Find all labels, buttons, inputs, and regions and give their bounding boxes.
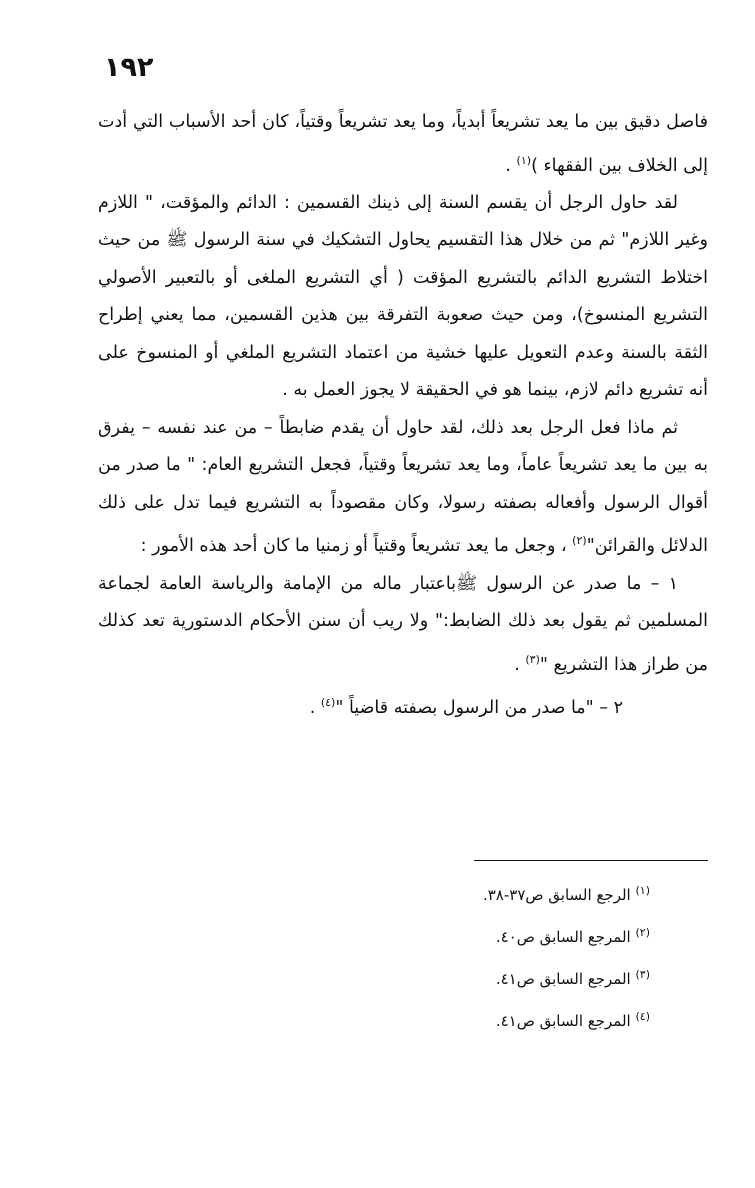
list-item-1: [98, 566, 708, 684]
paragraph-text: فاصل دقيق بين ما يعد تشريعاً أبدياً، وما يعد تشريعاً وقتياً، كان أحد الأسباب التي أدت إلى الخلاف بين الفقهاء ): [98, 112, 708, 176]
list-item-text: ١ – ما صدر عن الرسول ﷺباعتبار ماله من الإمامة والرياسة العامة لجماعة المسلمين ثم يقول بعد ذلك الضابط:" ولا ريب أن سنن الأحكام الدستورية تعد كذلك من طراز هذا التشريع ": [98, 573, 708, 675]
list-item-end: .: [309, 697, 321, 718]
footnote-text: المرجع السابق ص٤١.: [495, 1012, 636, 1030]
list-item-text: ٢ – "ما صدر من الرسول بصفته قاضياً ": [335, 697, 623, 718]
paragraph-end: ، وجعل ما يعد تشريعاً وقتياً أو زمنيا ما كان أحد هذه الأمور :: [140, 536, 573, 557]
footnote-mark: (١): [635, 884, 650, 897]
list-item-end: .: [514, 654, 526, 675]
footnote-ref: (١): [516, 153, 532, 167]
main-text: [98, 104, 708, 727]
list-item-2: [98, 684, 708, 727]
footnote-text: المرجع السابق ص٤٠.: [495, 928, 636, 946]
footnote-3: [98, 956, 708, 998]
page-number: ١٩٢: [104, 52, 154, 83]
footnote-mark: (٣): [635, 968, 650, 981]
paragraph-text: ثم ماذا فعل الرجل بعد ذلك، لقد حاول أن يقدم ضابطاً – من عند نفسه – يفرق به بين ما يعد تشريعاً عاماً، وما يعد تشريعاً وقتياً، فجعل التشريع العام: " ما صدر من أقوال الرسول وأفعاله بصفته رسولا، وكان مقصوداً به التشريع فيما تدل على ذلك الدلائل والقرائن": [98, 417, 708, 557]
footnote-ref: (٣): [525, 652, 540, 666]
paragraph-1: [98, 104, 708, 185]
footnote-mark: (٤): [635, 1010, 650, 1023]
footnote-text: المرجع السابق ص٤١.: [495, 970, 636, 988]
paragraph-3: [98, 410, 708, 566]
footnote-separator: [474, 860, 708, 861]
footnote-ref: (٢): [572, 534, 587, 548]
footnote-2: [98, 914, 708, 956]
paragraph-text: لقد حاول الرجل أن يقسم السنة إلى ذينك القسمين : الدائم والمؤقت، " اللازم وغير اللازم" ثم من خلال هذا التقسيم يحاول التشكيك في سنة الرسول ﷺ من حيث اختلاط التشريع الدائم بالتشريع المؤقت ( أي التشريع الملغى أو بالتعبير الأصولي التشريع المنسوخ)، ومن حيث صعوبة التفرقة بين هذين القسمين، مما يعني إطراح الثقة بالسنة وعدم التعويل عليها خشية من اعتماد التشريع الملغي أو المنسوخ على أنه تشريع دائم لازم، بينما هو في الحقيقة لا يجوز العمل به .: [98, 192, 708, 401]
footnotes: [98, 872, 708, 1040]
paragraph-2: [98, 185, 708, 410]
footnote-text: الرجع السابق ص٣٧-٣٨.: [482, 886, 636, 904]
footnote-4: [98, 998, 708, 1040]
paragraph-end: .: [505, 155, 517, 176]
footnote-1: [98, 872, 708, 914]
footnote-mark: (٢): [635, 926, 650, 939]
footnote-ref: (٤): [320, 695, 336, 709]
